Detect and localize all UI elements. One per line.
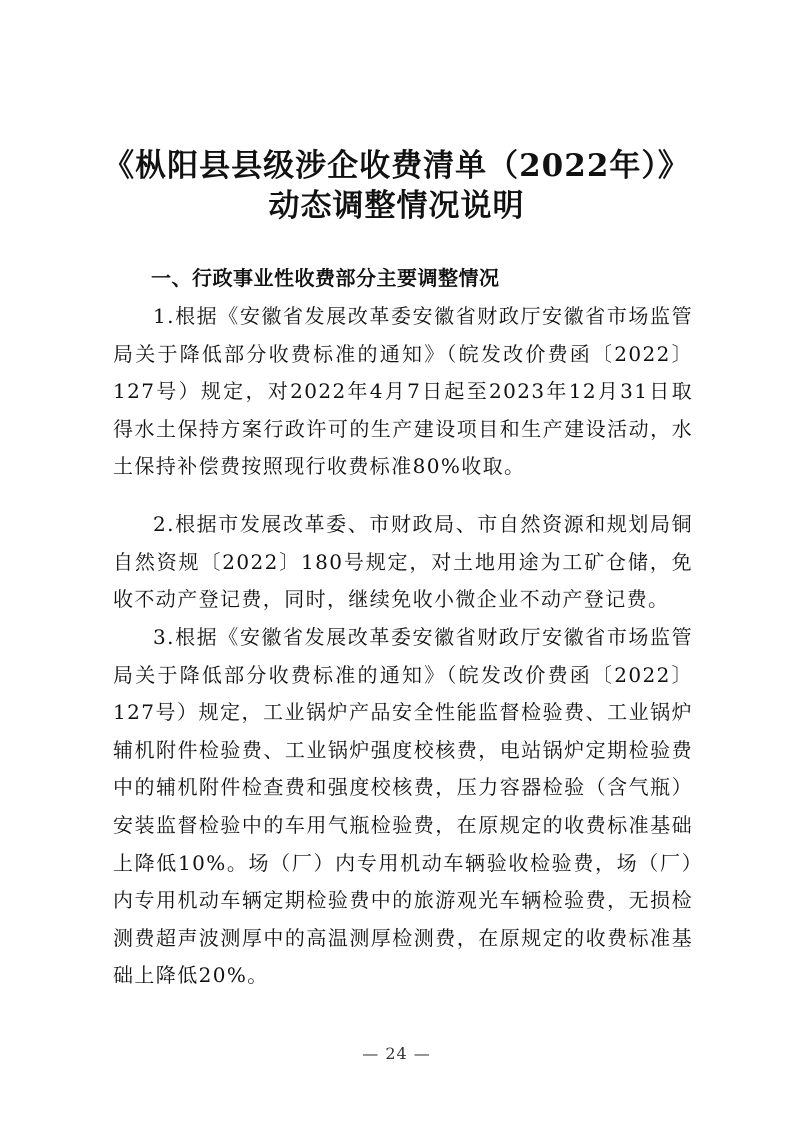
paragraph-1: 1.根据《安徽省发展改革委安徽省财政厅安徽省市场监管局关于降低部分收费标准的通知》（皖发改价费函〔2022〕127号）规定，对2022年4月7日起至2023年12月31日取得水土保持方案行政许可的生产建设项目和生产建设活动，水土保持补偿费按照现行收费标准80%收取。 xyxy=(113,304,693,479)
section-heading: 一、行政事业性收费部分主要调整情况 xyxy=(151,266,500,290)
document-title-line-1: 《枞阳县县级涉企收费清单（2022年）》 xyxy=(103,148,690,184)
document-title-line-2: 动态调整情况说明 xyxy=(268,188,525,224)
page-number: — 24 — xyxy=(362,1044,431,1063)
paragraph-2: 2.根据市发展改革委、市财政局、市自然资源和规划局铜自然资规〔2022〕180号规定，对土地用途为工矿仓储，免收不动产登记费，同时，继续免收小微企业不动产登记费。 xyxy=(113,512,693,612)
paragraph-3: 3.根据《安徽省发展改革委安徽省财政厅安徽省市场监管局关于降低部分收费标准的通知》（皖发改价费函〔2022〕127号）规定，工业锅炉产品安全性能监督检验费、工业锅炉辅机附件检验费、工业锅炉强度校核费，电站锅炉定期检验费中的辅机附件检查费和强度校核费，压力容器检验（含气瓶）安装监督检验中的车用气瓶检验费，在原规定的收费标准基础上降低10%。场（厂）内专用机动车辆验收检验费，场（厂）内专用机动车辆定期检验费中的旅游观光车辆检验费，无损检测费超声波测厚中的高温测厚检测费，在原规定的收费标准基础上降低20%。 xyxy=(113,625,693,988)
